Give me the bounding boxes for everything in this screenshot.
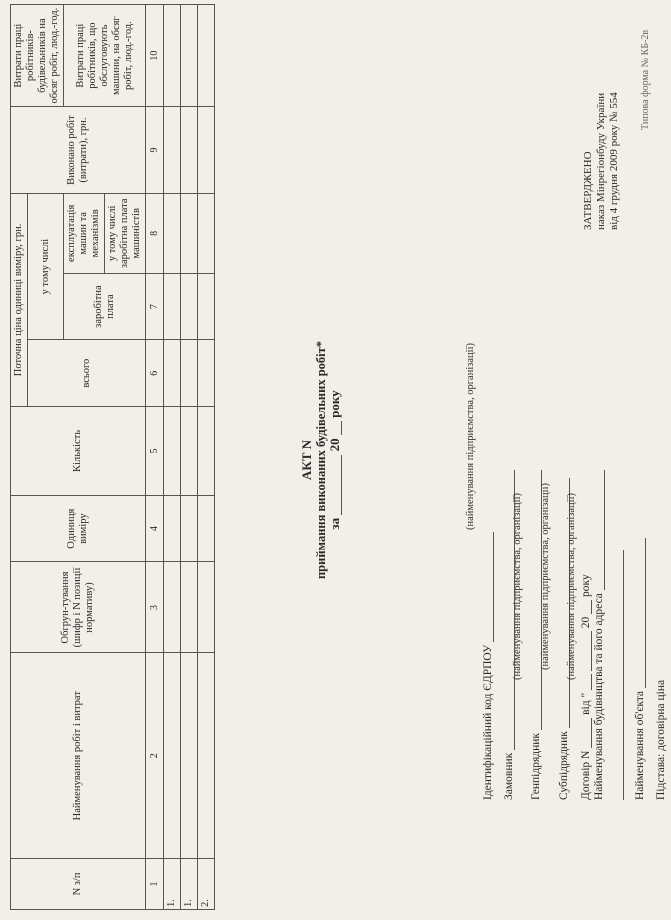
col-number: 1 [146,858,164,909]
table-cell[interactable] [198,193,215,273]
col-number: 10 [146,5,164,107]
table-cell[interactable] [164,495,181,562]
form-code: Типова форма № КБ-2в [640,29,651,130]
table-cell[interactable] [198,495,215,562]
col-number: 3 [146,562,164,653]
act-month-field[interactable] [330,455,342,515]
contract-date-tail: 20 [580,616,592,629]
id-code-label: Ідентифікаційний код ЄДРПОУ [482,644,494,800]
column-numbers-row [146,5,164,910]
approval-title: ЗАТВЕРДЖЕНО [582,151,594,230]
customer-label: Замовник [503,752,515,800]
table-cell[interactable] [164,5,181,107]
table-row [164,5,181,910]
table-cell[interactable] [164,340,181,407]
works-table [10,4,215,910]
gen-contractor-hint: (найменування підприємства, організації) [540,482,551,670]
subcontractor-hint: (найменування підприємства, організації) [566,492,577,680]
table-cell[interactable] [198,5,215,107]
act-year-word: року [327,390,342,418]
col-done-header: Виконано робіт (витрати), грн. [11,107,146,194]
table-cell[interactable] [181,562,198,653]
col-incl-header: у тому числі [28,193,64,340]
act-subtitle: приймання виконаних будівельних робіт* [314,340,328,580]
table-cell[interactable] [181,495,198,562]
header-row-1 [11,5,28,910]
subcontractor-label: Субпідрядник [558,731,570,800]
col-number: 8 [146,193,164,273]
customer-hint: (найменування підприємства, організації) [512,492,523,680]
act-for: за [327,517,342,530]
col-machines-wage-header: у тому числі заробітна плата машиністів [105,193,146,273]
table-cell[interactable] [164,107,181,194]
table-cell[interactable] [181,340,198,407]
table-cell[interactable] [181,273,198,340]
site-row [593,470,605,800]
table-row [181,5,198,910]
col-wage-header: заробітна плата [64,273,146,340]
table-row [198,5,215,910]
table-cell[interactable] [164,562,181,653]
contract-year-field[interactable] [580,600,592,614]
object-label: Найменування об'єкта [634,690,646,800]
col-number: 4 [146,495,164,562]
col-qty-header: Кількість [11,407,146,496]
act-title: АКТ N [299,439,314,481]
col-machines-header: експлуатація машин та механізмів [64,193,105,273]
col-labour-mach-header: Витрати праці робітників, що обслуговують машини, на обсяг робіт, люд.-год. [64,5,146,107]
table-cell[interactable] [198,407,215,496]
col-number: 9 [146,107,164,194]
table-cell[interactable] [164,193,181,273]
gen-contractor-label: Генпідрядник [530,732,542,800]
contract-year: року [580,574,592,597]
site-extra-field[interactable] [612,550,624,800]
table-cell[interactable] [164,273,181,340]
id-code-row [482,532,494,800]
table-cell[interactable] [181,653,198,858]
contract-number-field[interactable] [580,718,592,748]
table-cell[interactable] [181,5,198,107]
col-number: 2 [146,653,164,858]
approval-line-1: наказ Мінрегіонбуду України [595,92,607,230]
col-name-header: Найменування робіт і витрат [11,653,146,858]
act-period-row [328,330,342,590]
col-basis-header: Обгрун-тування (шифр і N позиції нормативу) [11,562,146,653]
col-unit-header: Одиниця виміру [11,495,146,562]
contract-row [580,574,592,800]
table-cell[interactable] [181,107,198,194]
table-cell[interactable] [181,407,198,496]
table-cell[interactable] [198,562,215,653]
col-labour-header: Витрати праці робітників-будівельників на обсяг робіт, люд.-год. [11,5,64,107]
site-label: Найменування будівництва та його адреса [593,593,605,800]
row-number: 2. [198,858,215,909]
site-field[interactable] [593,470,605,590]
row-number: 1. [164,858,181,909]
row-number: 1. [181,858,198,909]
table-cell[interactable] [164,407,181,496]
table-cell[interactable] [198,340,215,407]
contract-day-field[interactable] [580,674,592,690]
table-cell[interactable] [164,653,181,858]
table-cell[interactable] [181,193,198,273]
object-field[interactable] [634,538,646,688]
col-number: 5 [146,407,164,496]
basis-text: Підстава: договірна ціна [655,679,667,800]
approval-line-2: від 4 грудня 2009 року № 554 [608,92,620,230]
col-price-group-header: Поточна ціна одиниці виміру, грн. [11,193,28,406]
col-number: 7 [146,273,164,340]
contract-label: Договір N [580,750,592,800]
col-total-header: всього [28,340,146,407]
org-hint-top: (найменування підприємства, організації) [465,342,476,530]
act-year-field[interactable] [330,421,342,435]
site-extra-line [612,550,624,800]
col-number: 6 [146,340,164,407]
table-cell[interactable] [198,273,215,340]
col-n-header: N з/п [11,858,146,909]
object-row [634,538,646,800]
id-code-field[interactable] [482,532,494,642]
contract-from: від " [580,692,592,715]
contract-month-field[interactable] [580,631,592,671]
act-year-prefix: 20 [327,438,342,452]
table-cell[interactable] [198,107,215,194]
approval-block [582,92,621,230]
act-title-block [300,330,342,590]
table-cell[interactable] [198,653,215,858]
